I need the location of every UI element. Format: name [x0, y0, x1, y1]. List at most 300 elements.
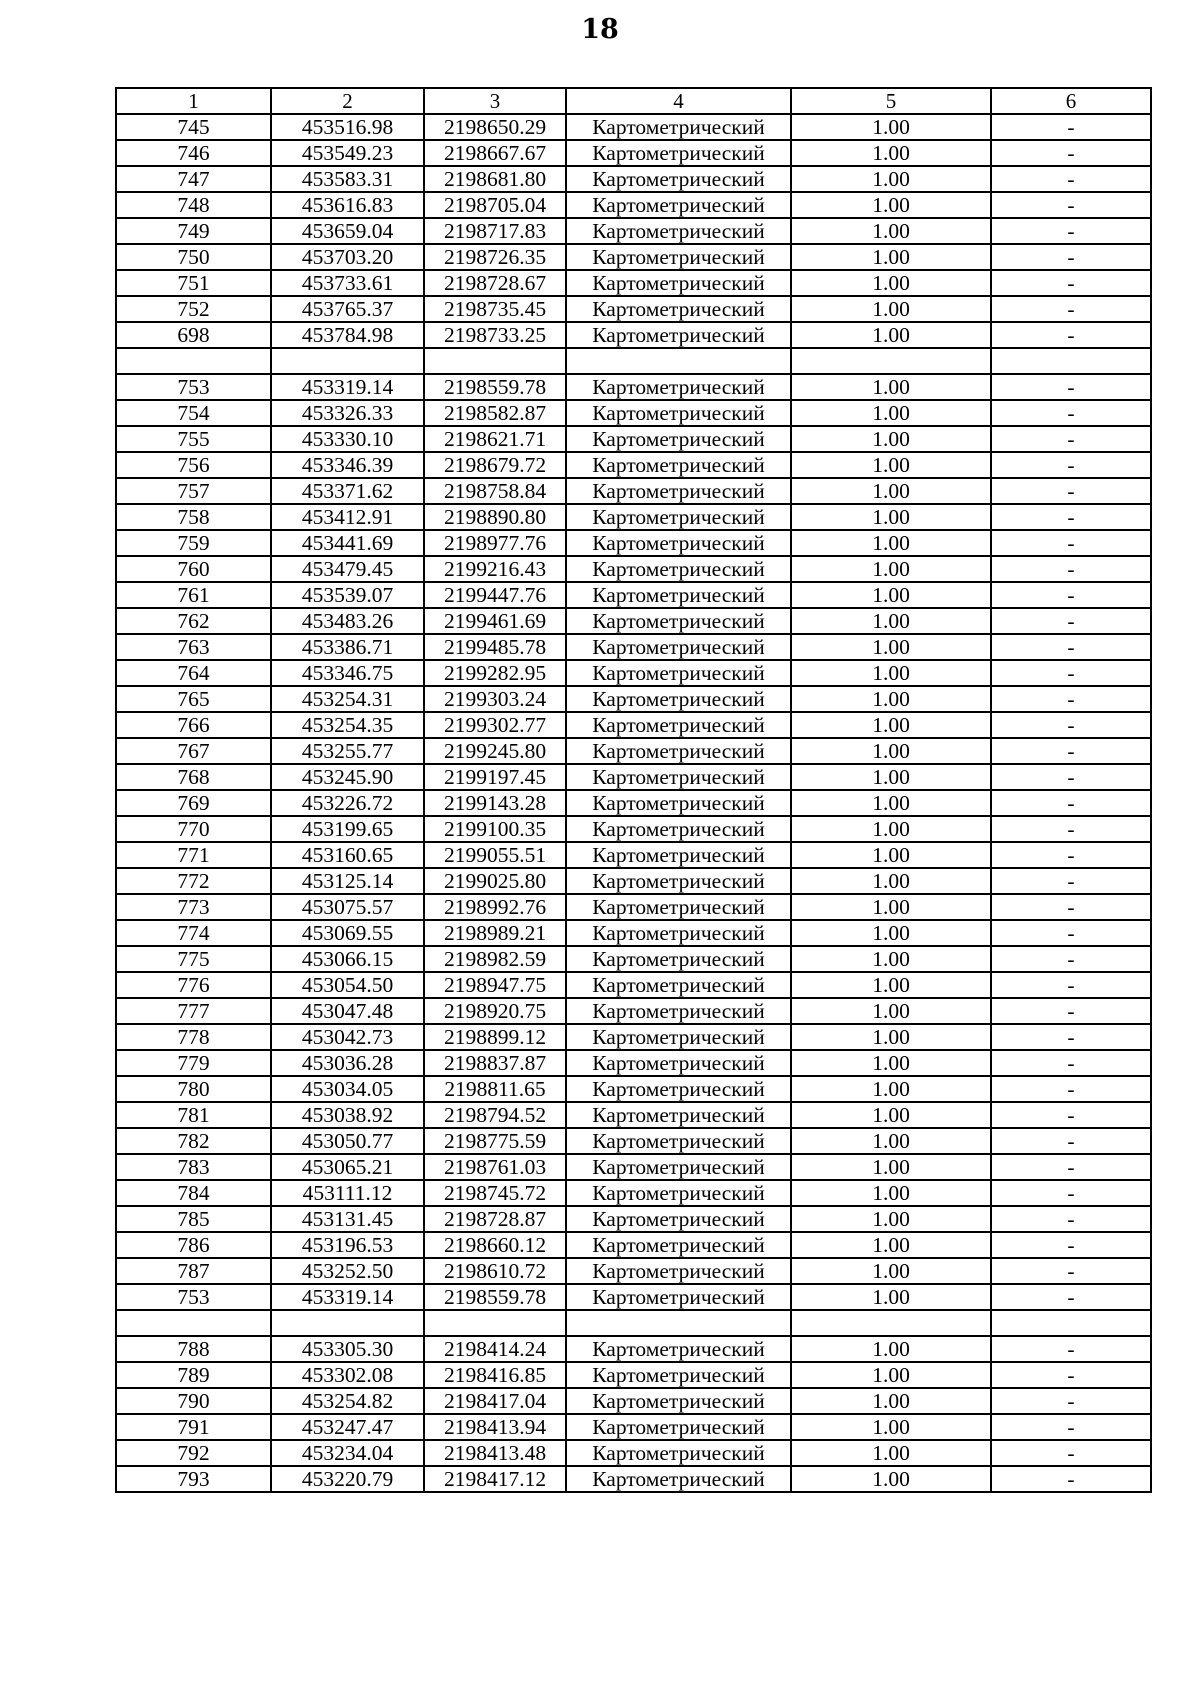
accuracy-cell: 1.00: [791, 1336, 991, 1362]
accuracy-cell: 1.00: [791, 764, 991, 790]
table-row: [116, 920, 1151, 946]
point-number-cell: 784: [116, 1180, 271, 1206]
table-row: [116, 114, 1151, 140]
y-coordinate-cell: 2198417.12: [424, 1466, 566, 1492]
y-coordinate-cell: 2198705.04: [424, 192, 566, 218]
table-row: [116, 608, 1151, 634]
point-number-cell: 753: [116, 1284, 271, 1310]
note-cell: -: [991, 270, 1151, 296]
point-number-cell: 787: [116, 1258, 271, 1284]
page-number: 18: [581, 14, 619, 45]
method-cell: Картометрический: [566, 868, 791, 894]
accuracy-cell: 1.00: [791, 1258, 991, 1284]
accuracy-cell: 1.00: [791, 244, 991, 270]
point-number-cell: 755: [116, 426, 271, 452]
x-coordinate-cell: 453346.75: [271, 660, 424, 686]
x-coordinate-cell: 453069.55: [271, 920, 424, 946]
method-cell: Картометрический: [566, 920, 791, 946]
note-cell: -: [991, 1102, 1151, 1128]
point-number-cell: 771: [116, 842, 271, 868]
point-number-cell: [116, 348, 271, 374]
point-number-cell: 753: [116, 374, 271, 400]
table-row: [116, 868, 1151, 894]
point-number-cell: 747: [116, 166, 271, 192]
x-coordinate-cell: 453659.04: [271, 218, 424, 244]
table-row: [116, 1414, 1151, 1440]
table-row: [116, 1180, 1151, 1206]
note-cell: -: [991, 426, 1151, 452]
accuracy-cell: 1.00: [791, 868, 991, 894]
note-cell: -: [991, 556, 1151, 582]
point-number-cell: 763: [116, 634, 271, 660]
table-row: [116, 322, 1151, 348]
table-row: [116, 530, 1151, 556]
x-coordinate-cell: 453065.21: [271, 1154, 424, 1180]
x-coordinate-cell: 453054.50: [271, 972, 424, 998]
method-cell: Картометрический: [566, 972, 791, 998]
x-coordinate-cell: 453066.15: [271, 946, 424, 972]
y-coordinate-cell: 2198726.35: [424, 244, 566, 270]
method-cell: Картометрический: [566, 1128, 791, 1154]
y-coordinate-cell: 2198977.76: [424, 530, 566, 556]
x-coordinate-cell: 453038.92: [271, 1102, 424, 1128]
y-coordinate-cell: 2198582.87: [424, 400, 566, 426]
note-cell: -: [991, 1362, 1151, 1388]
x-coordinate-cell: 453050.77: [271, 1128, 424, 1154]
accuracy-cell: 1.00: [791, 322, 991, 348]
x-coordinate-cell: 453483.26: [271, 608, 424, 634]
point-number-cell: 789: [116, 1362, 271, 1388]
y-coordinate-cell: 2198794.52: [424, 1102, 566, 1128]
note-cell: -: [991, 712, 1151, 738]
note-cell: -: [991, 374, 1151, 400]
x-coordinate-cell: 453252.50: [271, 1258, 424, 1284]
column-header: 3: [424, 88, 566, 114]
note-cell: -: [991, 322, 1151, 348]
x-coordinate-cell: 453326.33: [271, 400, 424, 426]
x-coordinate-cell: 453220.79: [271, 1466, 424, 1492]
accuracy-cell: 1.00: [791, 1102, 991, 1128]
point-number-cell: 750: [116, 244, 271, 270]
table-row: [116, 816, 1151, 842]
x-coordinate-cell: 453539.07: [271, 582, 424, 608]
method-cell: Картометрический: [566, 790, 791, 816]
point-number-cell: 749: [116, 218, 271, 244]
accuracy-cell: 1.00: [791, 816, 991, 842]
column-header: 6: [991, 88, 1151, 114]
x-coordinate-cell: 453319.14: [271, 1284, 424, 1310]
accuracy-cell: 1.00: [791, 920, 991, 946]
note-cell: -: [991, 816, 1151, 842]
accuracy-cell: [791, 348, 991, 374]
x-coordinate-cell: 453479.45: [271, 556, 424, 582]
accuracy-cell: 1.00: [791, 1128, 991, 1154]
point-number-cell: 775: [116, 946, 271, 972]
x-coordinate-cell: 453302.08: [271, 1362, 424, 1388]
accuracy-cell: 1.00: [791, 1466, 991, 1492]
note-cell: -: [991, 868, 1151, 894]
accuracy-cell: 1.00: [791, 972, 991, 998]
table-row: [116, 686, 1151, 712]
y-coordinate-cell: 2199216.43: [424, 556, 566, 582]
method-cell: Картометрический: [566, 400, 791, 426]
method-cell: Картометрический: [566, 738, 791, 764]
note-cell: -: [991, 790, 1151, 816]
x-coordinate-cell: 453441.69: [271, 530, 424, 556]
table-row: [116, 894, 1151, 920]
table-row: [116, 790, 1151, 816]
table-row: [116, 270, 1151, 296]
column-header: 1: [116, 88, 271, 114]
x-coordinate-cell: 453075.57: [271, 894, 424, 920]
method-cell: Картометрический: [566, 556, 791, 582]
method-cell: Картометрический: [566, 296, 791, 322]
x-coordinate-cell: [271, 1310, 424, 1336]
table-row: [116, 244, 1151, 270]
note-cell: -: [991, 1180, 1151, 1206]
x-coordinate-cell: 453160.65: [271, 842, 424, 868]
note-cell: -: [991, 166, 1151, 192]
y-coordinate-cell: 2198735.45: [424, 296, 566, 322]
y-coordinate-cell: 2198650.29: [424, 114, 566, 140]
note-cell: -: [991, 972, 1151, 998]
method-cell: Картометрический: [566, 478, 791, 504]
note-cell: -: [991, 1154, 1151, 1180]
point-number-cell: 758: [116, 504, 271, 530]
x-coordinate-cell: 453412.91: [271, 504, 424, 530]
note-cell: -: [991, 764, 1151, 790]
accuracy-cell: 1.00: [791, 452, 991, 478]
accuracy-cell: 1.00: [791, 1024, 991, 1050]
y-coordinate-cell: 2198890.80: [424, 504, 566, 530]
y-coordinate-cell: 2198621.71: [424, 426, 566, 452]
point-number-cell: 779: [116, 1050, 271, 1076]
accuracy-cell: 1.00: [791, 504, 991, 530]
method-cell: Картометрический: [566, 1466, 791, 1492]
table-row: [116, 1128, 1151, 1154]
note-cell: -: [991, 634, 1151, 660]
note-cell: -: [991, 218, 1151, 244]
point-number-cell: 760: [116, 556, 271, 582]
table-row: [116, 166, 1151, 192]
note-cell: -: [991, 660, 1151, 686]
point-number-cell: [116, 1310, 271, 1336]
table-row: [116, 348, 1151, 374]
x-coordinate-cell: 453226.72: [271, 790, 424, 816]
method-cell: Картометрический: [566, 946, 791, 972]
method-cell: Картометрический: [566, 1414, 791, 1440]
x-coordinate-cell: 453765.37: [271, 296, 424, 322]
point-number-cell: 761: [116, 582, 271, 608]
table-row: [116, 1024, 1151, 1050]
method-cell: Картометрический: [566, 686, 791, 712]
x-coordinate-cell: 453234.04: [271, 1440, 424, 1466]
x-coordinate-cell: 453305.30: [271, 1336, 424, 1362]
table-row: [116, 192, 1151, 218]
x-coordinate-cell: 453036.28: [271, 1050, 424, 1076]
y-coordinate-cell: 2198559.78: [424, 1284, 566, 1310]
x-coordinate-cell: 453346.39: [271, 452, 424, 478]
note-cell: -: [991, 1440, 1151, 1466]
table-row: [116, 218, 1151, 244]
method-cell: Картометрический: [566, 1102, 791, 1128]
x-coordinate-cell: 453042.73: [271, 1024, 424, 1050]
x-coordinate-cell: 453733.61: [271, 270, 424, 296]
method-cell: Картометрический: [566, 1050, 791, 1076]
x-coordinate-cell: [271, 348, 424, 374]
point-number-cell: 757: [116, 478, 271, 504]
y-coordinate-cell: 2198417.04: [424, 1388, 566, 1414]
table-row: [116, 1206, 1151, 1232]
table-row: [116, 1154, 1151, 1180]
method-cell: Картометрический: [566, 712, 791, 738]
point-number-cell: 774: [116, 920, 271, 946]
method-cell: Картометрический: [566, 374, 791, 400]
table-header-row: [116, 88, 1151, 114]
accuracy-cell: 1.00: [791, 1206, 991, 1232]
table-row: [116, 374, 1151, 400]
x-coordinate-cell: 453125.14: [271, 868, 424, 894]
note-cell: -: [991, 582, 1151, 608]
point-number-cell: 698: [116, 322, 271, 348]
x-coordinate-cell: 453247.47: [271, 1414, 424, 1440]
method-cell: Картометрический: [566, 1440, 791, 1466]
accuracy-cell: 1.00: [791, 1050, 991, 1076]
accuracy-cell: 1.00: [791, 218, 991, 244]
point-number-cell: 764: [116, 660, 271, 686]
note-cell: -: [991, 452, 1151, 478]
column-header: 4: [566, 88, 791, 114]
accuracy-cell: 1.00: [791, 556, 991, 582]
y-coordinate-cell: 2199282.95: [424, 660, 566, 686]
note-cell: -: [991, 1206, 1151, 1232]
point-number-cell: 783: [116, 1154, 271, 1180]
accuracy-cell: 1.00: [791, 374, 991, 400]
table-row: [116, 634, 1151, 660]
point-number-cell: 769: [116, 790, 271, 816]
note-cell: -: [991, 1128, 1151, 1154]
y-coordinate-cell: 2199303.24: [424, 686, 566, 712]
y-coordinate-cell: 2198920.75: [424, 998, 566, 1024]
point-number-cell: 754: [116, 400, 271, 426]
accuracy-cell: 1.00: [791, 530, 991, 556]
accuracy-cell: 1.00: [791, 296, 991, 322]
point-number-cell: 745: [116, 114, 271, 140]
y-coordinate-cell: 2199485.78: [424, 634, 566, 660]
method-cell: Картометрический: [566, 608, 791, 634]
table-row: [116, 1076, 1151, 1102]
method-cell: Картометрический: [566, 816, 791, 842]
method-cell: Картометрический: [566, 140, 791, 166]
x-coordinate-cell: 453047.48: [271, 998, 424, 1024]
y-coordinate-cell: 2199302.77: [424, 712, 566, 738]
y-coordinate-cell: 2198745.72: [424, 1180, 566, 1206]
point-number-cell: 778: [116, 1024, 271, 1050]
point-number-cell: 767: [116, 738, 271, 764]
point-number-cell: 780: [116, 1076, 271, 1102]
accuracy-cell: 1.00: [791, 842, 991, 868]
y-coordinate-cell: 2198610.72: [424, 1258, 566, 1284]
method-cell: Картометрический: [566, 894, 791, 920]
y-coordinate-cell: 2198733.25: [424, 322, 566, 348]
table-row: [116, 1362, 1151, 1388]
x-coordinate-cell: 453255.77: [271, 738, 424, 764]
y-coordinate-cell: 2199197.45: [424, 764, 566, 790]
note-cell: -: [991, 504, 1151, 530]
note-cell: -: [991, 478, 1151, 504]
method-cell: Картометрический: [566, 504, 791, 530]
y-coordinate-cell: 2198413.94: [424, 1414, 566, 1440]
y-coordinate-cell: 2198416.85: [424, 1362, 566, 1388]
method-cell: Картометрический: [566, 1388, 791, 1414]
x-coordinate-cell: 453254.35: [271, 712, 424, 738]
method-cell: Картометрический: [566, 1336, 791, 1362]
note-cell: -: [991, 920, 1151, 946]
note-cell: -: [991, 686, 1151, 712]
accuracy-cell: 1.00: [791, 582, 991, 608]
y-coordinate-cell: 2198414.24: [424, 1336, 566, 1362]
method-cell: Картометрический: [566, 998, 791, 1024]
accuracy-cell: 1.00: [791, 1388, 991, 1414]
accuracy-cell: 1.00: [791, 1440, 991, 1466]
table-row: [116, 660, 1151, 686]
note-cell: [991, 348, 1151, 374]
accuracy-cell: 1.00: [791, 1180, 991, 1206]
table-row: [116, 946, 1151, 972]
y-coordinate-cell: 2198758.84: [424, 478, 566, 504]
accuracy-cell: [791, 1310, 991, 1336]
method-cell: Картометрический: [566, 244, 791, 270]
point-number-cell: 756: [116, 452, 271, 478]
y-coordinate-cell: 2199245.80: [424, 738, 566, 764]
accuracy-cell: 1.00: [791, 426, 991, 452]
method-cell: [566, 348, 791, 374]
x-coordinate-cell: 453199.65: [271, 816, 424, 842]
table-row: [116, 712, 1151, 738]
y-coordinate-cell: 2198679.72: [424, 452, 566, 478]
x-coordinate-cell: 453034.05: [271, 1076, 424, 1102]
note-cell: -: [991, 1232, 1151, 1258]
note-cell: -: [991, 114, 1151, 140]
point-number-cell: 788: [116, 1336, 271, 1362]
method-cell: Картометрический: [566, 270, 791, 296]
accuracy-cell: 1.00: [791, 1284, 991, 1310]
x-coordinate-cell: 453111.12: [271, 1180, 424, 1206]
note-cell: -: [991, 1336, 1151, 1362]
column-header: 2: [271, 88, 424, 114]
note-cell: -: [991, 400, 1151, 426]
x-coordinate-cell: 453784.98: [271, 322, 424, 348]
method-cell: Картометрический: [566, 660, 791, 686]
method-cell: Картометрический: [566, 1232, 791, 1258]
table-row: [116, 738, 1151, 764]
method-cell: Картометрический: [566, 634, 791, 660]
point-number-cell: 768: [116, 764, 271, 790]
method-cell: Картометрический: [566, 1206, 791, 1232]
method-cell: Картометрический: [566, 218, 791, 244]
note-cell: -: [991, 140, 1151, 166]
method-cell: Картометрический: [566, 1154, 791, 1180]
note-cell: -: [991, 842, 1151, 868]
accuracy-cell: 1.00: [791, 660, 991, 686]
note-cell: -: [991, 1284, 1151, 1310]
method-cell: Картометрический: [566, 114, 791, 140]
method-cell: Картометрический: [566, 764, 791, 790]
table-row: [116, 1284, 1151, 1310]
accuracy-cell: 1.00: [791, 686, 991, 712]
point-number-cell: 762: [116, 608, 271, 634]
table-row: [116, 1336, 1151, 1362]
x-coordinate-cell: 453254.82: [271, 1388, 424, 1414]
table-row: [116, 1310, 1151, 1336]
point-number-cell: 772: [116, 868, 271, 894]
coordinates-table: [115, 87, 1152, 1493]
method-cell: Картометрический: [566, 426, 791, 452]
point-number-cell: 776: [116, 972, 271, 998]
accuracy-cell: 1.00: [791, 894, 991, 920]
method-cell: Картометрический: [566, 842, 791, 868]
method-cell: Картометрический: [566, 530, 791, 556]
note-cell: -: [991, 1076, 1151, 1102]
note-cell: -: [991, 1414, 1151, 1440]
point-number-cell: 770: [116, 816, 271, 842]
y-coordinate-cell: 2198559.78: [424, 374, 566, 400]
point-number-cell: 766: [116, 712, 271, 738]
accuracy-cell: 1.00: [791, 634, 991, 660]
x-coordinate-cell: 453131.45: [271, 1206, 424, 1232]
accuracy-cell: 1.00: [791, 166, 991, 192]
y-coordinate-cell: 2198728.67: [424, 270, 566, 296]
y-coordinate-cell: 2198899.12: [424, 1024, 566, 1050]
y-coordinate-cell: 2199055.51: [424, 842, 566, 868]
accuracy-cell: 1.00: [791, 1232, 991, 1258]
table-row: [116, 1102, 1151, 1128]
table-row: [116, 426, 1151, 452]
accuracy-cell: 1.00: [791, 946, 991, 972]
note-cell: -: [991, 296, 1151, 322]
y-coordinate-cell: 2198413.48: [424, 1440, 566, 1466]
y-coordinate-cell: 2199447.76: [424, 582, 566, 608]
point-number-cell: 792: [116, 1440, 271, 1466]
point-number-cell: 777: [116, 998, 271, 1024]
note-cell: -: [991, 894, 1151, 920]
method-cell: Картометрический: [566, 582, 791, 608]
method-cell: Картометрический: [566, 1180, 791, 1206]
table-row: [116, 1050, 1151, 1076]
table-row: [116, 582, 1151, 608]
table-row: [116, 478, 1151, 504]
x-coordinate-cell: 453371.62: [271, 478, 424, 504]
x-coordinate-cell: 453703.20: [271, 244, 424, 270]
note-cell: -: [991, 530, 1151, 556]
accuracy-cell: 1.00: [791, 790, 991, 816]
accuracy-cell: 1.00: [791, 1414, 991, 1440]
method-cell: Картометрический: [566, 1284, 791, 1310]
accuracy-cell: 1.00: [791, 998, 991, 1024]
note-cell: -: [991, 1258, 1151, 1284]
accuracy-cell: 1.00: [791, 478, 991, 504]
point-number-cell: 781: [116, 1102, 271, 1128]
point-number-cell: 785: [116, 1206, 271, 1232]
point-number-cell: 759: [116, 530, 271, 556]
y-coordinate-cell: 2198681.80: [424, 166, 566, 192]
x-coordinate-cell: 453386.71: [271, 634, 424, 660]
note-cell: -: [991, 1388, 1151, 1414]
accuracy-cell: 1.00: [791, 1362, 991, 1388]
note-cell: [991, 1310, 1151, 1336]
y-coordinate-cell: 2198982.59: [424, 946, 566, 972]
y-coordinate-cell: 2198728.87: [424, 1206, 566, 1232]
